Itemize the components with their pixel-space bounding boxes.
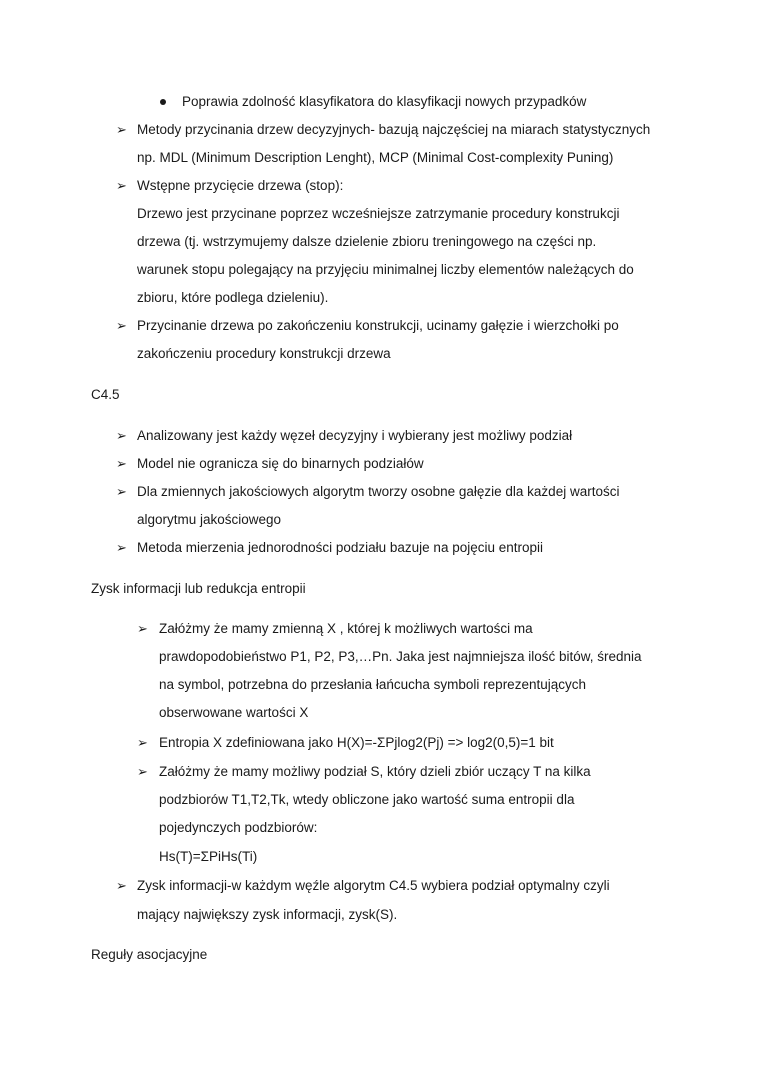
- arrow-bullet-icon: ➢: [116, 122, 127, 137]
- list-item-line: np. MDL (Minimum Description Lenght), MCP (Minimal Cost-complexity Puning): [137, 150, 614, 165]
- list-item-line: pojedynczych podzbiorów:: [159, 820, 318, 835]
- list-item-line: drzewa (tj. wstrzymujemy dalsze dzielenie zbioru treningowego na części np.: [137, 234, 597, 249]
- arrow-bullet-icon: ➢: [137, 735, 148, 750]
- list-item-line: na symbol, potrzebna do przesłania łańcucha symboli reprezentujących: [159, 677, 586, 692]
- list-item-line: obserwowane wartości X: [159, 705, 309, 720]
- list-item-line: Wstępne przycięcie drzewa (stop):: [137, 178, 344, 193]
- list-item-line: mający największy zysk informacji, zysk(S).: [137, 907, 398, 922]
- list-item-line: Metoda mierzenia jednorodności podziału bazuje na pojęciu entropii: [137, 540, 544, 555]
- list-item-line: Zysk informacji-w każdym węźle algorytm C4.5 wybiera podział optymalny czyli: [137, 878, 610, 893]
- list-item-line: Załóżmy że mamy możliwy podział S, który dzieli zbiór uczący T na kilka: [159, 764, 591, 779]
- list-item-line: podzbiorów T1,T2,Tk, wtedy obliczone jako wartość suma entropii dla: [159, 792, 575, 807]
- list-item-line: Załóżmy że mamy zmienną X , której k możliwych wartości ma: [159, 621, 533, 636]
- list-item-line: warunek stopu polegający na przyjęciu minimalnej liczby elementów należących do: [137, 262, 634, 277]
- list-item-line: Analizowany jest każdy węzeł decyzyjny i wybierany jest możliwy podział: [137, 428, 573, 443]
- list-item-line: zbioru, które podlega dzieleniu).: [137, 290, 329, 305]
- section-heading-info-gain: Zysk informacji lub redukcja entropii: [91, 581, 306, 596]
- arrow-bullet-icon: ➢: [116, 456, 127, 471]
- section-heading-association-rules: Reguły asocjacyjne: [91, 947, 208, 962]
- list-item-line: Drzewo jest przycinane poprzez wcześniejsze zatrzymanie procedury konstrukcji: [137, 206, 620, 221]
- arrow-bullet-icon: ➢: [116, 878, 127, 893]
- list-item-line: zakończeniu procedury konstrukcji drzewa: [137, 346, 391, 361]
- list-item-line: Model nie ogranicza się do binarnych podziałów: [137, 456, 424, 471]
- arrow-bullet-icon: ➢: [116, 428, 127, 443]
- arrow-bullet-icon: ➢: [137, 764, 148, 779]
- section-heading-c45: C4.5: [91, 387, 120, 402]
- formula-line: Hs(T)=ΣPiHs(Ti): [159, 849, 258, 864]
- arrow-bullet-icon: ➢: [116, 484, 127, 499]
- list-item-line: Metody przycinania drzew decyzyjnych- bazują najczęściej na miarach statystycznych: [137, 122, 651, 137]
- list-item-line: Entropia X zdefiniowana jako H(X)=-ΣPjlog2(Pj) => log2(0,5)=1 bit: [159, 735, 554, 750]
- list-item-line: Przycinanie drzewa po zakończeniu konstrukcji, ucinamy gałęzie i wierzchołki po: [137, 318, 619, 333]
- list-item-line: Dla zmiennych jakościowych algorytm tworzy osobne gałęzie dla każdej wartości: [137, 484, 620, 499]
- arrow-bullet-icon: ➢: [116, 318, 127, 333]
- arrow-bullet-icon: ➢: [116, 178, 127, 193]
- list-item-line: prawdopodobieństwo P1, P2, P3,…Pn. Jaka jest najmniejsza ilość bitów, średnia: [159, 649, 642, 664]
- arrow-bullet-icon: ➢: [116, 540, 127, 555]
- bullet-text: Poprawia zdolność klasyfikatora do klasyfikacji nowych przypadków: [182, 94, 587, 109]
- list-item-line: algorytmu jakościowego: [137, 512, 282, 527]
- bullet-dot: [160, 99, 166, 105]
- arrow-bullet-icon: ➢: [137, 621, 148, 636]
